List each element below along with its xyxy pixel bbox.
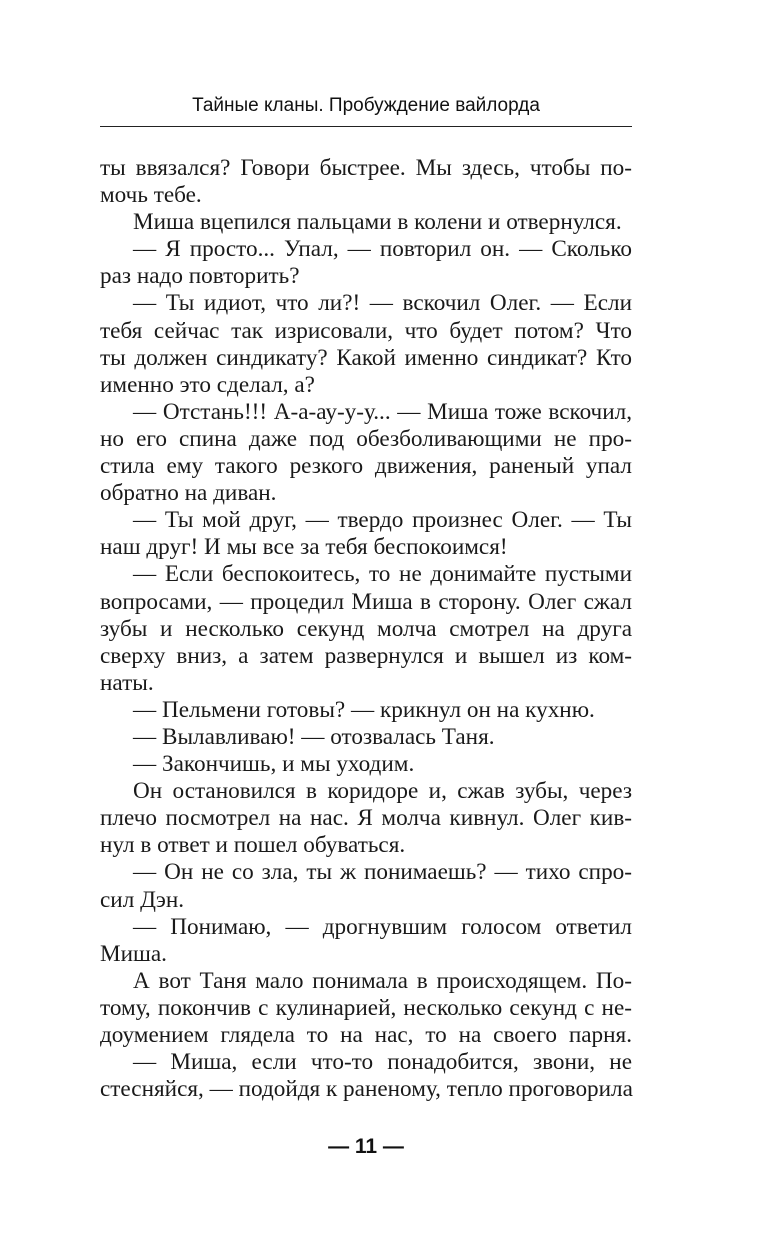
- book-page-body: [100, 155, 632, 1103]
- text-line: обратно на диван.: [100, 480, 277, 507]
- text-line: — Пельмени готовы? — крикнул он на кухню.: [133, 696, 595, 723]
- text-line: нул в ответ и пошел обуваться.: [100, 832, 406, 859]
- header-rule: [100, 126, 632, 127]
- text-line: стила ему такого резкого движения, раненый упал: [100, 453, 632, 480]
- text-line: — Я просто... Упал, — повторил он. — Сколько: [133, 236, 632, 263]
- text-line: но его спина даже под обезболивающими не про-: [100, 425, 632, 452]
- text-line: именно это сделал, а?: [100, 371, 315, 398]
- text-line: раз надо повторить?: [100, 263, 300, 290]
- text-line: тому, покончив с кулинарией, несколько секунд с не-: [100, 994, 632, 1021]
- text-line: — Ты мой друг, — твердо произнес Олег. — Ты: [133, 507, 632, 534]
- text-line: — Если беспокоитесь, то не донимайте пустыми: [133, 561, 632, 588]
- text-line: — Ты идиот, что ли?! — вскочил Олег. — Если: [133, 290, 632, 317]
- text-line: — Закончишь, и мы уходим.: [133, 751, 415, 778]
- text-line: наш друг! И мы все за тебя беспокоимся!: [100, 534, 508, 561]
- text-line: — Отстань!!! А-а-ау-у-у... — Миша тоже вскочил,: [133, 398, 632, 425]
- text-line: Миша вцепился пальцами в колени и отвернулся.: [133, 209, 622, 236]
- text-line: ты должен синдикату? Какой именно синдикат? Кто: [100, 344, 632, 371]
- text-line: Он остановился в коридоре и, сжав зубы, через: [133, 778, 632, 805]
- text-line: тебя сейчас так изрисовали, что будет потом? Что: [100, 317, 632, 344]
- text-line: вопросами, — процедил Миша в сторону. Олег сжал: [100, 588, 632, 615]
- text-line: наты.: [100, 669, 154, 696]
- page-number: — 11 —: [328, 1135, 404, 1158]
- text-line: Миша.: [100, 940, 167, 967]
- text-line: доумением глядела то на нас, то на своего парня.: [100, 1022, 632, 1048]
- text-line: — Он не со зла, ты ж понимаешь? — тихо спро-: [133, 859, 632, 886]
- text-line: сил Дэн.: [100, 886, 185, 913]
- text-line: плечо посмотрел на нас. Я молча кивнул. Олег кив-: [100, 805, 632, 832]
- running-header: Тайные кланы. Пробуждение вайлорда: [192, 95, 540, 116]
- text-line: мочь тебе.: [100, 182, 202, 209]
- text-line: — Вылавливаю! — отозвалась Таня.: [133, 723, 495, 750]
- text-line: сверху вниз, а затем развернулся и вышел из ком-: [100, 642, 632, 669]
- text-line: зубы и несколько секунд молча смотрел на друга: [100, 615, 632, 642]
- text-line: стесняйся, — подойдя к раненому, тепло проговорила: [100, 1076, 633, 1103]
- text-line: А вот Таня мало понимала в происходящем. По-: [133, 967, 632, 994]
- text-line: — Миша, если что-то понадобится, звони, не: [133, 1049, 632, 1076]
- text-line: — Понимаю, — дрогнувшим голосом ответил: [133, 913, 632, 940]
- text-line: ты ввязался? Говори быстрее. Мы здесь, чтобы по-: [100, 155, 632, 181]
